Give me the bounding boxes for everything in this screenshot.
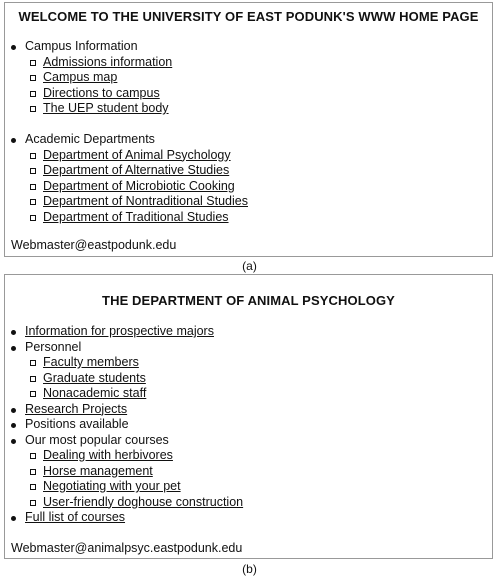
link-prospective-majors[interactable]: Information for prospective majors	[5, 324, 243, 340]
academic-departments-list	[5, 132, 248, 225]
link-admissions-information[interactable]: Admissions information	[5, 55, 172, 71]
campus-information-list	[5, 39, 172, 117]
link-dept-nontraditional-studies[interactable]: Department of Nontraditional Studies	[5, 194, 248, 210]
list-item-campus-information: Campus Information	[5, 39, 172, 55]
department-menu	[5, 324, 243, 526]
link-nonacademic-staff[interactable]: Nonacademic staff	[5, 386, 243, 402]
link-doghouse-construction[interactable]: User-friendly doghouse construction	[5, 495, 243, 511]
list-item-personnel: Personnel	[5, 340, 243, 356]
link-research-projects[interactable]: Research Projects	[5, 402, 243, 418]
page-title: WELCOME TO THE UNIVERSITY OF EAST PODUNK'S WWW HOME PAGE	[18, 9, 479, 24]
list-item-positions-available: Positions available	[5, 417, 243, 433]
link-dept-alternative-studies[interactable]: Department of Alternative Studies	[5, 163, 248, 179]
link-directions-to-campus[interactable]: Directions to campus	[5, 86, 172, 102]
link-uep-student-body[interactable]: The UEP student body	[5, 101, 172, 117]
list-item-academic-departments: Academic Departments	[5, 132, 248, 148]
link-faculty-members[interactable]: Faculty members	[5, 355, 243, 371]
university-home-page	[4, 2, 493, 257]
link-dealing-with-herbivores[interactable]: Dealing with herbivores	[5, 448, 243, 464]
list-item-popular-courses: Our most popular courses	[5, 433, 243, 449]
link-campus-map[interactable]: Campus map	[5, 70, 172, 86]
figure-caption-b: (b)	[242, 562, 257, 576]
link-graduate-students[interactable]: Graduate students	[5, 371, 243, 387]
webmaster-email[interactable]: Webmaster@eastpodunk.edu	[11, 238, 177, 252]
animal-psychology-page	[4, 274, 493, 559]
page-title: THE DEPARTMENT OF ANIMAL PSYCHOLOGY	[102, 293, 395, 308]
link-full-list-of-courses[interactable]: Full list of courses	[5, 510, 243, 526]
figure-caption-a: (a)	[242, 259, 257, 273]
link-dept-animal-psychology[interactable]: Department of Animal Psychology	[5, 148, 248, 164]
link-horse-management[interactable]: Horse management	[5, 464, 243, 480]
link-negotiating-with-your-pet[interactable]: Negotiating with your pet	[5, 479, 243, 495]
link-dept-traditional-studies[interactable]: Department of Traditional Studies	[5, 210, 248, 226]
link-dept-microbiotic-cooking[interactable]: Department of Microbiotic Cooking	[5, 179, 248, 195]
webmaster-email[interactable]: Webmaster@animalpsyc.eastpodunk.edu	[11, 541, 243, 555]
